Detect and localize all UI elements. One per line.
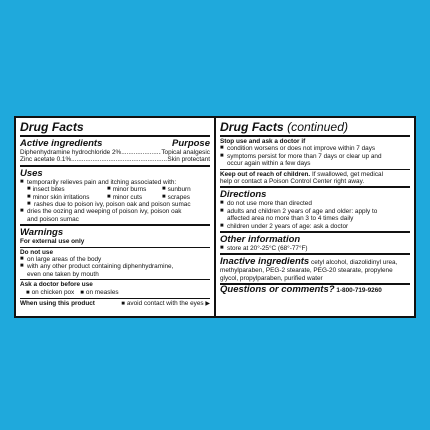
inactive-line: glycol, propylparaben, purified water bbox=[220, 274, 323, 282]
dir-item: ■ do not use more than directed bbox=[220, 200, 312, 208]
right-column bbox=[216, 118, 414, 316]
stop-cont: occur again within a few days bbox=[227, 160, 311, 168]
stop-item: ■ symptoms persist for more than 7 days or clear up and bbox=[220, 152, 382, 160]
bullet-icon: ■ bbox=[220, 222, 224, 229]
bullet-icon: ■ bbox=[80, 289, 84, 296]
stop-use-heading: Stop use and ask a doctor if bbox=[220, 138, 306, 145]
ingredient-name: Zinc acetate 0.1% bbox=[20, 156, 72, 164]
bullet-icon: ■ bbox=[27, 186, 31, 193]
bullet-icon: ■ bbox=[27, 193, 31, 200]
bullet-icon: ■ bbox=[20, 178, 24, 185]
bullet-icon: ■ bbox=[162, 193, 166, 200]
bullet-icon: ■ bbox=[20, 263, 24, 270]
questions-row bbox=[220, 286, 410, 294]
continue-arrow-icon: ▶ bbox=[205, 301, 210, 308]
uses-heading: Uses bbox=[20, 167, 43, 179]
do-not-use-heading: Do not use bbox=[20, 248, 54, 256]
when-using-heading: When using this product bbox=[20, 300, 95, 308]
uses-grid-row: ■ insect bites ■ minor burns ■ sunburn bbox=[27, 186, 191, 194]
leader-dots bbox=[71, 156, 167, 163]
dnu-item: ■ with any other product containing diphenhydramine, bbox=[20, 263, 174, 271]
uses-intro: ■ temporarily relieves pain and itching associated with: bbox=[20, 178, 177, 186]
bullet-icon: ■ bbox=[107, 186, 111, 193]
ask-doctor-heading: Ask a doctor before use bbox=[20, 281, 93, 289]
ingredient-row bbox=[20, 156, 210, 163]
dnu-cont: even one taken by mouth bbox=[27, 270, 99, 278]
bullet-icon: ■ bbox=[220, 200, 224, 207]
bullet-icon: ■ bbox=[220, 207, 224, 214]
inactive-heading: Inactive ingredients bbox=[220, 256, 310, 268]
uses-dries: ■ dries the oozing and weeping of poison ivy, poison oak bbox=[20, 208, 182, 216]
divider bbox=[220, 253, 410, 255]
keep-out-line2: help or contact a Poison Control Center right away. bbox=[220, 178, 365, 186]
bullet-icon: ■ bbox=[220, 152, 224, 159]
left-column bbox=[16, 118, 216, 316]
bullet-icon: ■ bbox=[220, 145, 224, 152]
ingredient-purpose: Skin protectant bbox=[167, 156, 210, 164]
ingredient-name: Diphenhydramine hydrochloride 2% bbox=[20, 149, 122, 156]
bullet-icon: ■ bbox=[20, 256, 24, 263]
dir-cont: affected area no more than 3 to 4 times daily bbox=[227, 215, 354, 223]
ingredient-row bbox=[20, 149, 210, 156]
other-item: ■ store at 20°-25°C (68°-77°F) bbox=[220, 245, 308, 253]
ask-items: ■ on chicken pox ■ on measles bbox=[26, 288, 119, 296]
drug-facts-panel bbox=[14, 116, 416, 318]
divider bbox=[20, 279, 210, 280]
bullet-icon: ■ bbox=[121, 301, 125, 308]
when-using-row: When using this product ■ avoid contact with the eyes ▶ bbox=[20, 300, 210, 308]
dir-item: ■ adults and children 2 years of age and older: apply to bbox=[220, 207, 378, 215]
uses-grid-row: ■ minor skin irritations ■ minor cuts ■ scrapes bbox=[27, 193, 191, 201]
drug-facts-title: Drug Facts bbox=[20, 120, 84, 134]
bullet-icon: ■ bbox=[220, 245, 224, 252]
divider bbox=[20, 165, 210, 167]
divider bbox=[220, 135, 410, 137]
external-use: For external use only bbox=[20, 238, 85, 246]
active-header-row bbox=[20, 138, 210, 149]
directions-heading: Directions bbox=[220, 189, 267, 201]
inactive-line: methylparaben, PEG-2 stearate, PEG-20 stearate, propylene bbox=[220, 267, 393, 275]
divider bbox=[20, 224, 210, 226]
ingredient-purpose: Topical analgesic bbox=[161, 149, 210, 156]
purpose-heading: Purpose bbox=[171, 138, 210, 149]
inactive-line: Inactive ingredients cetyl alcohol, diazolidinyl urea, bbox=[220, 256, 398, 268]
divider bbox=[20, 247, 210, 248]
stop-item: ■ condition worsens or does not improve within 7 days bbox=[220, 145, 376, 153]
bullet-icon: ■ bbox=[20, 208, 24, 215]
drug-facts-continued-title: Drug Facts (continued) bbox=[220, 120, 349, 134]
bullet-icon: ■ bbox=[107, 193, 111, 200]
keep-out-text: Keep out of reach of children. If swallowed, get medical bbox=[220, 170, 384, 178]
divider bbox=[220, 231, 410, 233]
dir-item: ■ children under 2 years of age: ask a doctor bbox=[220, 222, 349, 230]
questions-heading: Questions or comments? bbox=[220, 284, 335, 296]
divider bbox=[20, 298, 210, 299]
bullet-icon: ■ bbox=[27, 201, 31, 208]
leader-dots bbox=[121, 149, 161, 156]
other-info-heading: Other information bbox=[220, 234, 301, 246]
divider bbox=[20, 135, 210, 137]
divider bbox=[220, 186, 410, 188]
divider bbox=[220, 169, 410, 170]
bullet-icon: ■ bbox=[26, 289, 30, 296]
bullet-icon: ■ bbox=[162, 186, 166, 193]
uses-rash: ■ rashes due to poison ivy, poison oak and poison sumac bbox=[27, 201, 191, 209]
dnu-item: ■ on large areas of the body bbox=[20, 256, 102, 264]
phone-number: 1-800-719-9260 bbox=[336, 287, 382, 295]
uses-dries-cont: and poison sumac bbox=[27, 215, 79, 223]
warnings-heading: Warnings bbox=[20, 227, 64, 239]
active-ingredients-heading: Active ingredients bbox=[20, 138, 103, 149]
